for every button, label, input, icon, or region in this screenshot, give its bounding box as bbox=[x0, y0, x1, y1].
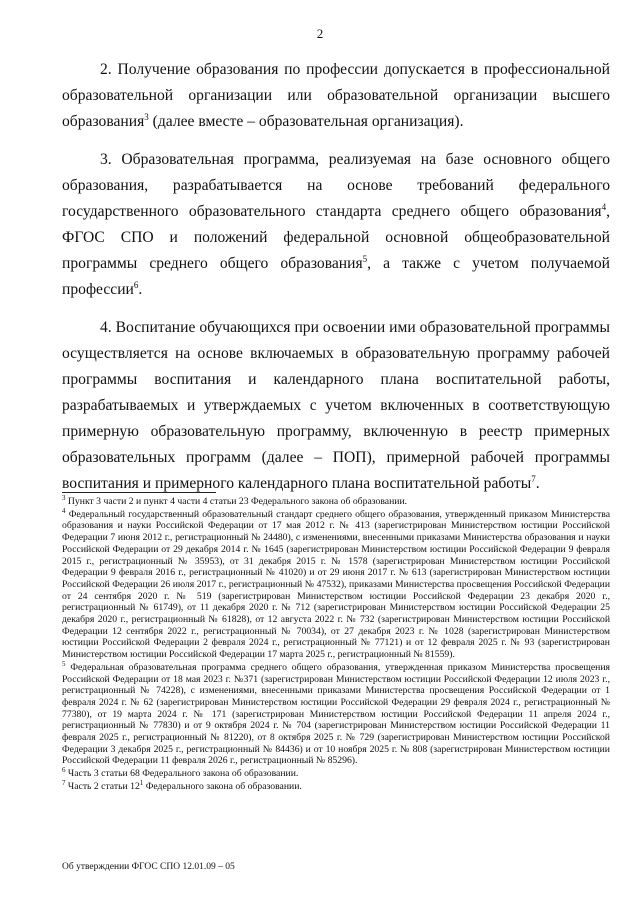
footnote-reference: 3 bbox=[144, 111, 149, 122]
footnote-mark: 7 bbox=[62, 778, 66, 787]
footnote-reference: 5 bbox=[362, 253, 368, 264]
footnote-reference: 6 bbox=[133, 279, 139, 290]
footnote-mark: 4 bbox=[62, 506, 66, 515]
paragraph-text: , ФГОС СПО и положений федеральной основной общеобразовательной программы среднего общего образования bbox=[62, 203, 610, 272]
paragraph-text: . bbox=[535, 475, 540, 492]
footnote-5 bbox=[62, 659, 610, 767]
paragraph-text: 3. Образовательная программа, реализуемая на базе основного общего образования, разрабатывается на основе требований федерального государственного образовательного стандарта среднего общего образования bbox=[62, 151, 610, 220]
footnote-6 bbox=[62, 765, 610, 780]
page-footer: Об утверждении ФГОС СПО 12.01.09 – 05 bbox=[62, 862, 235, 872]
footnote-4 bbox=[62, 506, 610, 661]
footnote-divider bbox=[62, 492, 216, 493]
footnote-reference: 4 bbox=[601, 201, 607, 212]
footnote-reference: 7 bbox=[531, 473, 536, 484]
paragraph-2 bbox=[62, 57, 610, 135]
footnote-text: Часть 2 статьи 12 bbox=[65, 780, 140, 792]
paragraph-text: . bbox=[138, 281, 143, 298]
paragraph-text: (далее вместе – образовательная организация). bbox=[148, 113, 464, 130]
footnotes bbox=[62, 493, 610, 794]
paragraph-3 bbox=[62, 147, 610, 303]
paragraph-4 bbox=[62, 315, 610, 497]
paragraph-text: , а также с учетом получаемой профессии bbox=[62, 255, 610, 298]
footnote-text: Федеральный государственный образовательный стандарт среднего общего образования, утвержденный приказом Министерства образования и науки Российской Федерации от 17 мая 2012 г. № 413 (зарегистрирован Министерством юстиции Российской Федерации 7 июня 2012 г., регистрационный № 24480), с изменениями, внесенными приказами Министерства образования и науки Российской Федерации от 29 декабря 2014 г. № 1645 (зарегистрирован Министерством юстиции Российской Федерации 9 февраля 2015 г., регистрационный № 35953), от 31 декабря 2015 г. № 1578 (зарегистрирован Министерством юстиции Российской Федерации 9 февраля 2016 г., регистрационный № 41020) и от 29 июня 2017 г. № 613 (зарегистрирован Министерством юстиции Российской Федерации 26 июля 2017 г., регистрационный № 47532), приказами Министерства просвещения Российской Федерации от 24 сентября 2020 г. № 519 (зарегистрирован Министерством юстиции Российской Федерации 23 декабря 2020 г., регистрационный № 61749), от 11 декабря 2020 г. № 712 (зарегистрирован Министерством юстиции Российской Федерации 25 декабря 2020 г., регистрационный № 61828), от 12 августа 2022 г. № 732 (зарегистрирован Министерством юстиции Российской Федерации 12 сентября 2022 г., регистрационный № 70034), от 27 декабря 2023 г. № 1028 (зарегистрирован Министерством юстиции Российской Федерации 2 февраля 2024 г., регистрационный № 77121) и от 12 февраля 2025 г. № 93 (зарегистрирован Министерством юстиции Российской Федерации 17 марта 2025 г., регистрационный № 81559). bbox=[62, 508, 610, 661]
footnote-7 bbox=[62, 778, 610, 793]
main-text bbox=[62, 57, 610, 509]
footnote-text: Пункт 3 части 2 и пункт 4 части 4 статьи 23 Федерального закона об образовании. bbox=[65, 496, 408, 507]
footnote-mark: 5 bbox=[62, 659, 66, 668]
article-index-mark: 1 bbox=[139, 778, 144, 787]
footnote-text: Часть 3 статьи 68 Федерального закона об образовании. bbox=[65, 768, 299, 780]
footnote-mark: 6 bbox=[62, 765, 66, 774]
page-number: 2 bbox=[316, 26, 324, 41]
footnote-text: Федерального закона об образовании. bbox=[143, 780, 302, 792]
footnote-3 bbox=[62, 493, 610, 508]
footnote-mark: 3 bbox=[62, 493, 66, 502]
paragraph-text: 4. Воспитание обучающихся при освоении ими образовательной программы осуществляется на основе включаемых в образовательную программу рабочей программы воспитания и календарного плана воспитательной работы, разрабатываемых и утверждаемых с учетом включенных в соответствующую примерную образовательную программу, включенную в реестр примерных образовательных программ (далее – ПОП), примерной рабочей программы воспитания и примерного календарного плана воспитательной работы bbox=[62, 319, 610, 492]
paragraph-text: 2. Получение образования по профессии допускается в профессиональной образовательной организации или образовательной организации высшего образования bbox=[62, 61, 610, 130]
footnote-text: Федеральная образовательная программа среднего общего образования, утвержденная приказом Министерства просвещения Российской Федерации от 18 мая 2023 г. №371 (зарегистрирован Министерством юстиции Российской Федерации 12 июля 2023 г., регистрационный № 74228), с изменениями, внесенными приказами Министерства просвещения Российской Федерации от 1 февраля 2024 г. № 62 (зарегистрирован Министерством юстиции Российской Федерации 29 февраля 2024 г., регистрационный № 77380), от 19 марта 2024 г. № 171 (зарегистрирован Министерством юстиции Российской Федерации 11 апреля 2024 г., регистрационный № 77830) и от 9 октября 2024 г. № 704 (зарегистрирован Министерством юстиции Российской Федерации 11 февраля 2025 г., регистрационный № 81220), от 8 октября 2025 г. № 729 (зарегистрирован Министерством юстиции Российской Федерации 3 декабря 2025 г., регистрационный № 84436) и от 10 ноября 2025 г. № 808 (зарегистрирован Министерством юстиции Российской Федерации 11 февраля 2026 г., регистрационный № 85296). bbox=[62, 661, 610, 767]
